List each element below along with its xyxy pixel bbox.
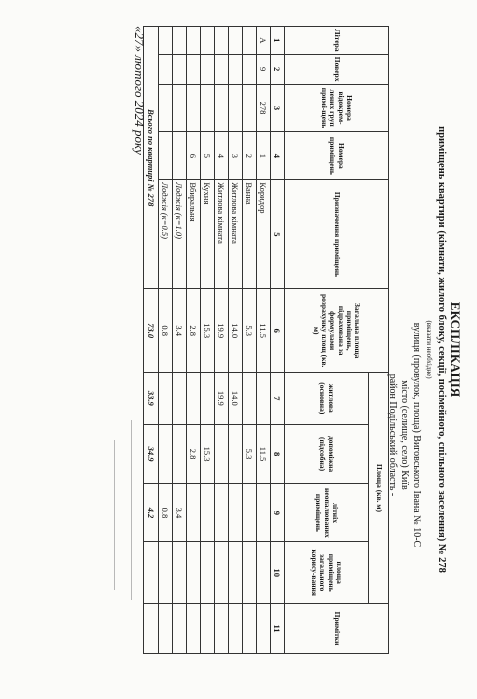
total-living: 33.9	[144, 372, 159, 424]
col-num: 1	[271, 27, 285, 55]
cell-summer	[201, 484, 215, 542]
cell-purpose: Житлова кімната	[229, 180, 243, 289]
cell-purpose: Лоджія (к=0.5)	[159, 180, 173, 289]
col-num: 8	[271, 424, 285, 484]
col-num: 9	[271, 484, 285, 542]
cell-room-no: 2	[243, 132, 257, 180]
cell-floor	[229, 54, 243, 84]
cell-auxiliary	[173, 424, 187, 484]
header-auxiliary: допоміжна (підсобна)	[285, 424, 369, 484]
header-notes: Примітки	[285, 604, 389, 654]
cell-purpose: Кухня	[201, 180, 215, 289]
cell-living	[243, 372, 257, 424]
total-summer: 4.2	[144, 484, 159, 542]
table-row	[201, 27, 215, 654]
total-notes	[144, 604, 159, 654]
address-street: вулиця (провулок, площа) Виговського Івана № 10-С	[411, 322, 422, 548]
cell-letter	[201, 27, 215, 55]
stamp-residue	[114, 440, 115, 590]
cell-floor	[215, 54, 229, 84]
cell-room-no: 6	[187, 132, 201, 180]
cell-notes	[229, 604, 243, 654]
table-row	[215, 27, 229, 654]
cell-entrance	[243, 84, 257, 132]
table-row	[229, 27, 243, 654]
explication-table	[143, 26, 389, 654]
cell-summer	[243, 484, 257, 542]
cell-entrance	[229, 84, 243, 132]
cell-summer	[229, 484, 243, 542]
cell-auxiliary: 11.5	[257, 424, 271, 484]
cell-letter	[173, 27, 187, 55]
cell-common	[201, 542, 215, 604]
address-city: місто (селище, село) Київ	[399, 380, 410, 490]
address-district: район Подільський область -	[387, 373, 398, 497]
cell-auxiliary	[229, 424, 243, 484]
cell-living	[159, 372, 173, 424]
col-num: 11	[271, 604, 285, 654]
cell-floor	[187, 54, 201, 84]
cell-total: 0.8	[159, 289, 173, 372]
cell-summer	[187, 484, 201, 542]
cell-letter	[215, 27, 229, 55]
document-date: «27» лютого 2024 року	[132, 26, 147, 155]
cell-room-no: 4	[215, 132, 229, 180]
cell-purpose: Лоджія (к=1.0)	[173, 180, 187, 289]
cell-auxiliary: 15.3	[201, 424, 215, 484]
header-entrance: Номера відокрем-лених груп примі-щень	[285, 84, 389, 132]
col-num: 5	[271, 180, 285, 289]
cell-notes	[215, 604, 229, 654]
cell-entrance: 278	[257, 84, 271, 132]
cell-total: 19.9	[215, 289, 229, 372]
cell-notes	[187, 604, 201, 654]
cell-living	[257, 372, 271, 424]
header-floor: Поверх	[285, 54, 389, 84]
cell-total: 3.4	[173, 289, 187, 372]
cell-notes	[159, 604, 173, 654]
header-summer: літніх неопалюваних приміщень	[285, 484, 369, 542]
cell-floor: 9	[257, 54, 271, 84]
cell-letter	[187, 27, 201, 55]
header-common: площа приміщень загального корису-вання	[285, 542, 369, 604]
cell-room-no	[173, 132, 187, 180]
total-label: Всього по квартирі № 278	[144, 27, 159, 289]
cell-summer: 0.8	[159, 484, 173, 542]
cell-notes	[201, 604, 215, 654]
cell-common	[215, 542, 229, 604]
cell-letter	[243, 27, 257, 55]
cell-summer: 3.4	[173, 484, 187, 542]
cell-entrance	[201, 84, 215, 132]
cell-summer	[215, 484, 229, 542]
cell-common	[173, 542, 187, 604]
cell-common	[257, 542, 271, 604]
cell-letter: А	[257, 27, 271, 55]
table-row	[257, 27, 271, 654]
cell-total: 14.0	[229, 289, 243, 372]
col-num: 7	[271, 372, 285, 424]
cell-total: 11.5	[257, 289, 271, 372]
header-total-area: Загальна площа приміщень, підрахована за формулами розрахунку площ (кв. м)	[285, 289, 389, 372]
header-letter: Літера	[285, 27, 389, 55]
column-numbers-row	[271, 27, 285, 654]
col-num: 3	[271, 84, 285, 132]
cell-entrance	[159, 84, 173, 132]
cell-notes	[243, 604, 257, 654]
cell-summer	[257, 484, 271, 542]
cell-auxiliary	[215, 424, 229, 484]
table-row	[187, 27, 201, 654]
cell-living: 19.9	[215, 372, 229, 424]
col-num: 6	[271, 289, 285, 372]
cell-living	[201, 372, 215, 424]
header-purpose: Призначення приміщень	[285, 180, 389, 289]
document-title: ЕКСПЛІКАЦІЯ	[448, 301, 463, 398]
cell-letter	[159, 27, 173, 55]
cell-floor	[243, 54, 257, 84]
cell-room-no: 1	[257, 132, 271, 180]
cell-floor	[173, 54, 187, 84]
cell-auxiliary: 2.8	[187, 424, 201, 484]
col-num: 4	[271, 132, 285, 180]
cell-entrance	[187, 84, 201, 132]
cell-notes	[173, 604, 187, 654]
cell-common	[159, 542, 173, 604]
subtitle-hint: (вказати необхідне)	[425, 320, 433, 379]
table-row	[173, 27, 187, 654]
total-area: 73.0	[144, 289, 159, 372]
col-num: 2	[271, 54, 285, 84]
cell-living: 14.0	[229, 372, 243, 424]
total-auxiliary: 34.9	[144, 424, 159, 484]
cell-common	[229, 542, 243, 604]
cell-floor	[159, 54, 173, 84]
cell-purpose: Вбиральня	[187, 180, 201, 289]
stamp-residue	[131, 420, 132, 600]
cell-purpose: Коридор	[257, 180, 271, 289]
document-subtitle: приміщень квартири (кімнати, жилого блоку, секції, посімейного, спільного заселення) № 278	[436, 126, 447, 573]
cell-purpose: Житлова кімната	[215, 180, 229, 289]
total-common	[144, 542, 159, 604]
cell-floor	[201, 54, 215, 84]
cell-room-no	[159, 132, 173, 180]
cell-common	[187, 542, 201, 604]
cell-total: 15.3	[201, 289, 215, 372]
cell-living	[173, 372, 187, 424]
table-row	[159, 27, 173, 654]
col-num: 10	[271, 542, 285, 604]
cell-letter	[229, 27, 243, 55]
cell-entrance	[173, 84, 187, 132]
header-area-group: Площа (кв. м)	[369, 372, 389, 603]
cell-auxiliary	[159, 424, 173, 484]
cell-purpose: Ванна	[243, 180, 257, 289]
cell-total: 2.8	[187, 289, 201, 372]
header-room-no: Номера приміщень	[285, 132, 389, 180]
cell-entrance	[215, 84, 229, 132]
cell-notes	[257, 604, 271, 654]
table-row	[243, 27, 257, 654]
header-living: житлова (основна)	[285, 372, 369, 424]
cell-auxiliary: 5.3	[243, 424, 257, 484]
cell-common	[243, 542, 257, 604]
cell-living	[187, 372, 201, 424]
cell-room-no: 5	[201, 132, 215, 180]
cell-total: 5.3	[243, 289, 257, 372]
cell-room-no: 3	[229, 132, 243, 180]
